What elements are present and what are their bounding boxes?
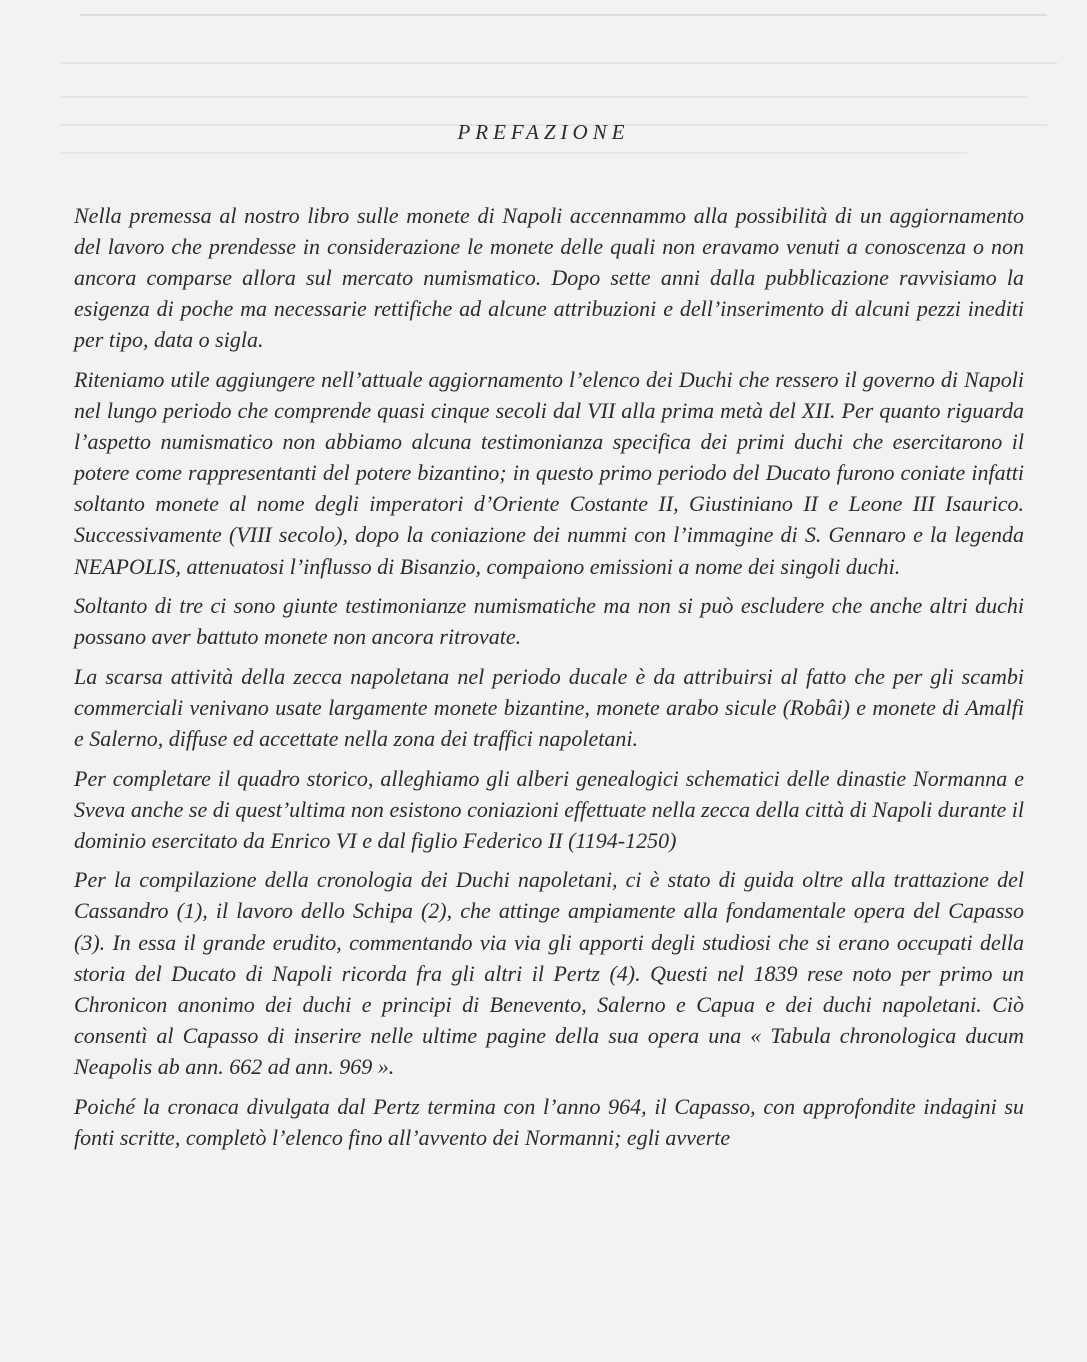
page-title: PREFAZIONE [457, 120, 630, 144]
paragraph: Soltanto di tre ci sono giunte testimonianze numismatiche ma non si può escludere che anche altri duchi possano aver battuto monete non ancora ritrovate. [74, 593, 1024, 650]
bleed-through-line [60, 62, 1057, 64]
bleed-through-line [60, 152, 967, 154]
paragraph: Per la compilazione della cronologia dei Duchi napoletani, ci è stato di guida oltre alla trattazione del Cassandro (1), il lavoro dello Schipa (2), che attinge ampiamente alla fondamentale opera del Capasso (3). In essa il grande erudito, commentando via via gli apporti degli studiosi che si erano occupati della storia del Ducato di Napoli ricorda fra gli altri il Pertz (4). Questi nel 1839 rese noto per primo un Chronicon anonimo dei duchi e principi di Benevento, Salerno e Capua e dei duchi napoletani. Ciò consentì al Capasso di inserire nelle ultime pagine della sua opera una « Tabula chronologica ducum Neapolis ab ann. 662 ad ann. 969 ». [74, 867, 1024, 1079]
paragraph: Riteniamo utile aggiungere nell’attuale aggiornamento l’elenco dei Duchi che ressero il governo di Napoli nel lungo periodo che comprende quasi cinque secoli dal VII alla prima metà del XII. Per quanto riguarda l’aspetto numismatico non abbiamo alcuna testimonianza specifica dei primi duchi che esercitarono il potere come rappresentanti del potere bizantino; in questo primo periodo del Ducato furono coniate infatti soltanto monete al nome degli imperatori d’Oriente Costante II, Giustiniano II e Leone III Isaurico. Successivamente (VIII secolo), dopo la coniazione dei nummi con l’immagine di S. Gennaro e la legenda NEAPOLIS, attenuatosi l’influsso di Bisanzio, compaiono emissioni a nome dei singoli duchi. [74, 366, 1024, 579]
bleed-through-line [60, 96, 1027, 98]
paragraph: Nella premessa al nostro libro sulle monete di Napoli accennammo alla possibilità di un aggiornamento del lavoro che prendesse in considerazione le monete delle quali non eravamo venuti a conoscenza o non ancora comparse allora sul mercato numismatico. Dopo sette anni dalla pubblicazione ravvisiamo la esigenza di poche ma necessarie rettifiche ad alcune attribuzioni e dell’inserimento di alcuni pezzi inediti per tipo, data o sigla. [74, 203, 1024, 353]
body-text [74, 200, 1024, 1153]
paragraph: La scarsa attività della zecca napoletana nel periodo ducale è da attribuirsi al fatto che per gli scambi commerciali venivano usate largamente monete bizantine, monete arabo sicule (Robâi) e monete di Amalfi e Salerno, diffuse ed accettate nella zona dei traffici napoletani. [74, 663, 1024, 751]
paragraph: Poiché la cronaca divulgata dal Pertz termina con l’anno 964, il Capasso, con approfondite indagini su fonti scritte, completò l’elenco fino all’avvento dei Normanni; egli avverte [74, 1093, 1024, 1150]
paragraph: Per completare il quadro storico, alleghiamo gli alberi genealogici schematici delle dinastie Normanna e Sveva anche se di quest’ultima non esistono coniazioni effettuate nella zecca della città di Napoli durante il dominio esercitato da Enrico VI e dal figlio Federico II (1194-1250) [74, 765, 1024, 853]
bleed-through-line [80, 14, 1047, 16]
